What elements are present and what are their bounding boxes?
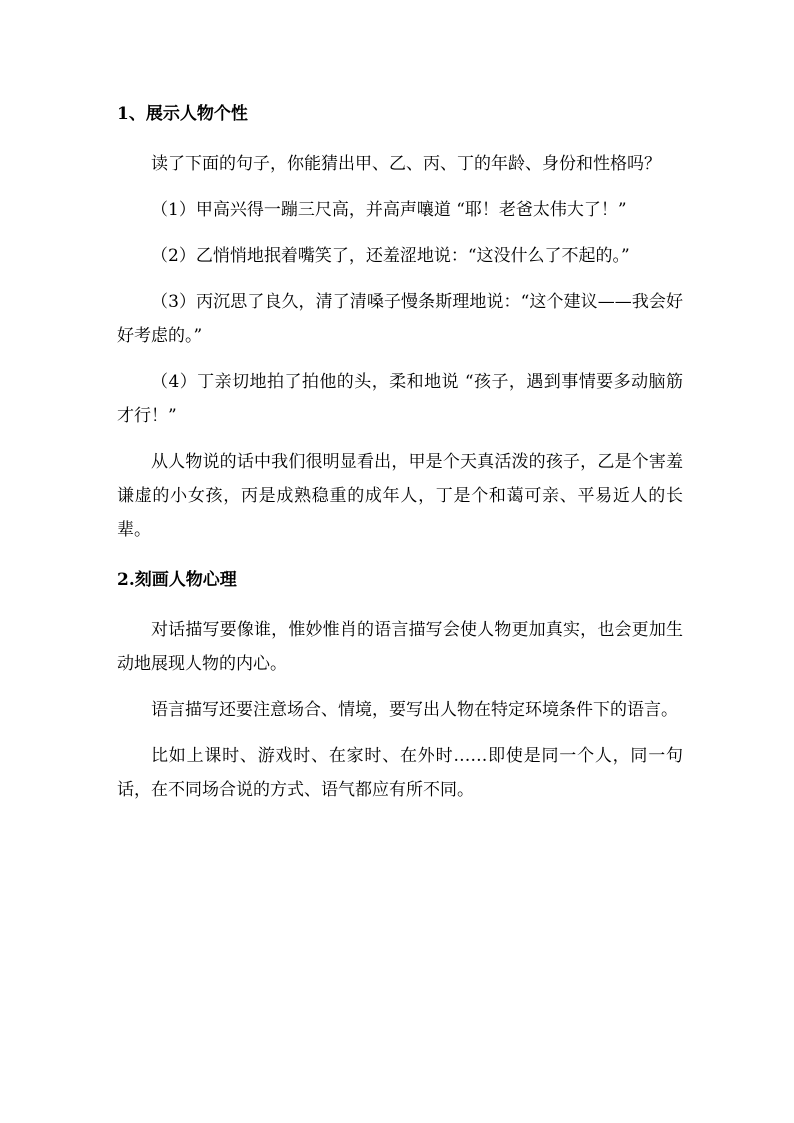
example-4: （4）丁亲切地拍了拍他的头，柔和地说 “孩子，遇到事情要多动脑筋才行！” [117, 372, 683, 426]
spacer [117, 433, 683, 445]
section2-heading: 2.刻画人物心理 [117, 570, 237, 590]
section1-heading: 1、展示人物个性 [117, 104, 248, 124]
spacer [117, 353, 683, 365]
section2-paragraph-2: 语言描写还要注意场合、情境，要写出人物在特定环境条件下的语言。 [151, 700, 678, 720]
spacer [117, 727, 683, 739]
spacer [117, 131, 683, 147]
spacer [117, 273, 683, 285]
section1-intro: 读了下面的句子，你能猜出甲、乙、丙、丁的年龄、身份和性格吗？ [151, 154, 661, 174]
example-1: （1）甲高兴得一蹦三尺高，并高声嚷道 “耶！老爸太伟大了！” [151, 200, 627, 220]
example-2: （2）乙悄悄地抿着嘴笑了，还羞涩地说：“这没什么了不起的。” [151, 246, 630, 266]
spacer [117, 547, 683, 563]
section2-paragraph-3: 比如上课时、游戏时、在家时、在外时……即使是同一个人，同一句话，在不同场合说的方式、语气都应有所不同。 [117, 746, 683, 800]
spacer [117, 681, 683, 693]
example-3: （3）丙沉思了良久，清了清嗓子慢条斯理地说：“这个建议——我会好好考虑的。” [117, 292, 683, 346]
document-body [117, 97, 683, 807]
section2-paragraph-1: 对话描写要像谁，惟妙惟肖的语言描写会使人物更加真实，也会更加生动地展现人物的内心。 [117, 620, 683, 674]
spacer [117, 181, 683, 193]
section1-conclusion: 从人物说的话中我们很明显看出，甲是个天真活泼的孩子，乙是个害羞谦虚的小女孩，丙是成熟稳重的成年人，丁是个和蔼可亲、平易近人的长辈。 [117, 452, 683, 540]
spacer [117, 227, 683, 239]
spacer [117, 597, 683, 613]
